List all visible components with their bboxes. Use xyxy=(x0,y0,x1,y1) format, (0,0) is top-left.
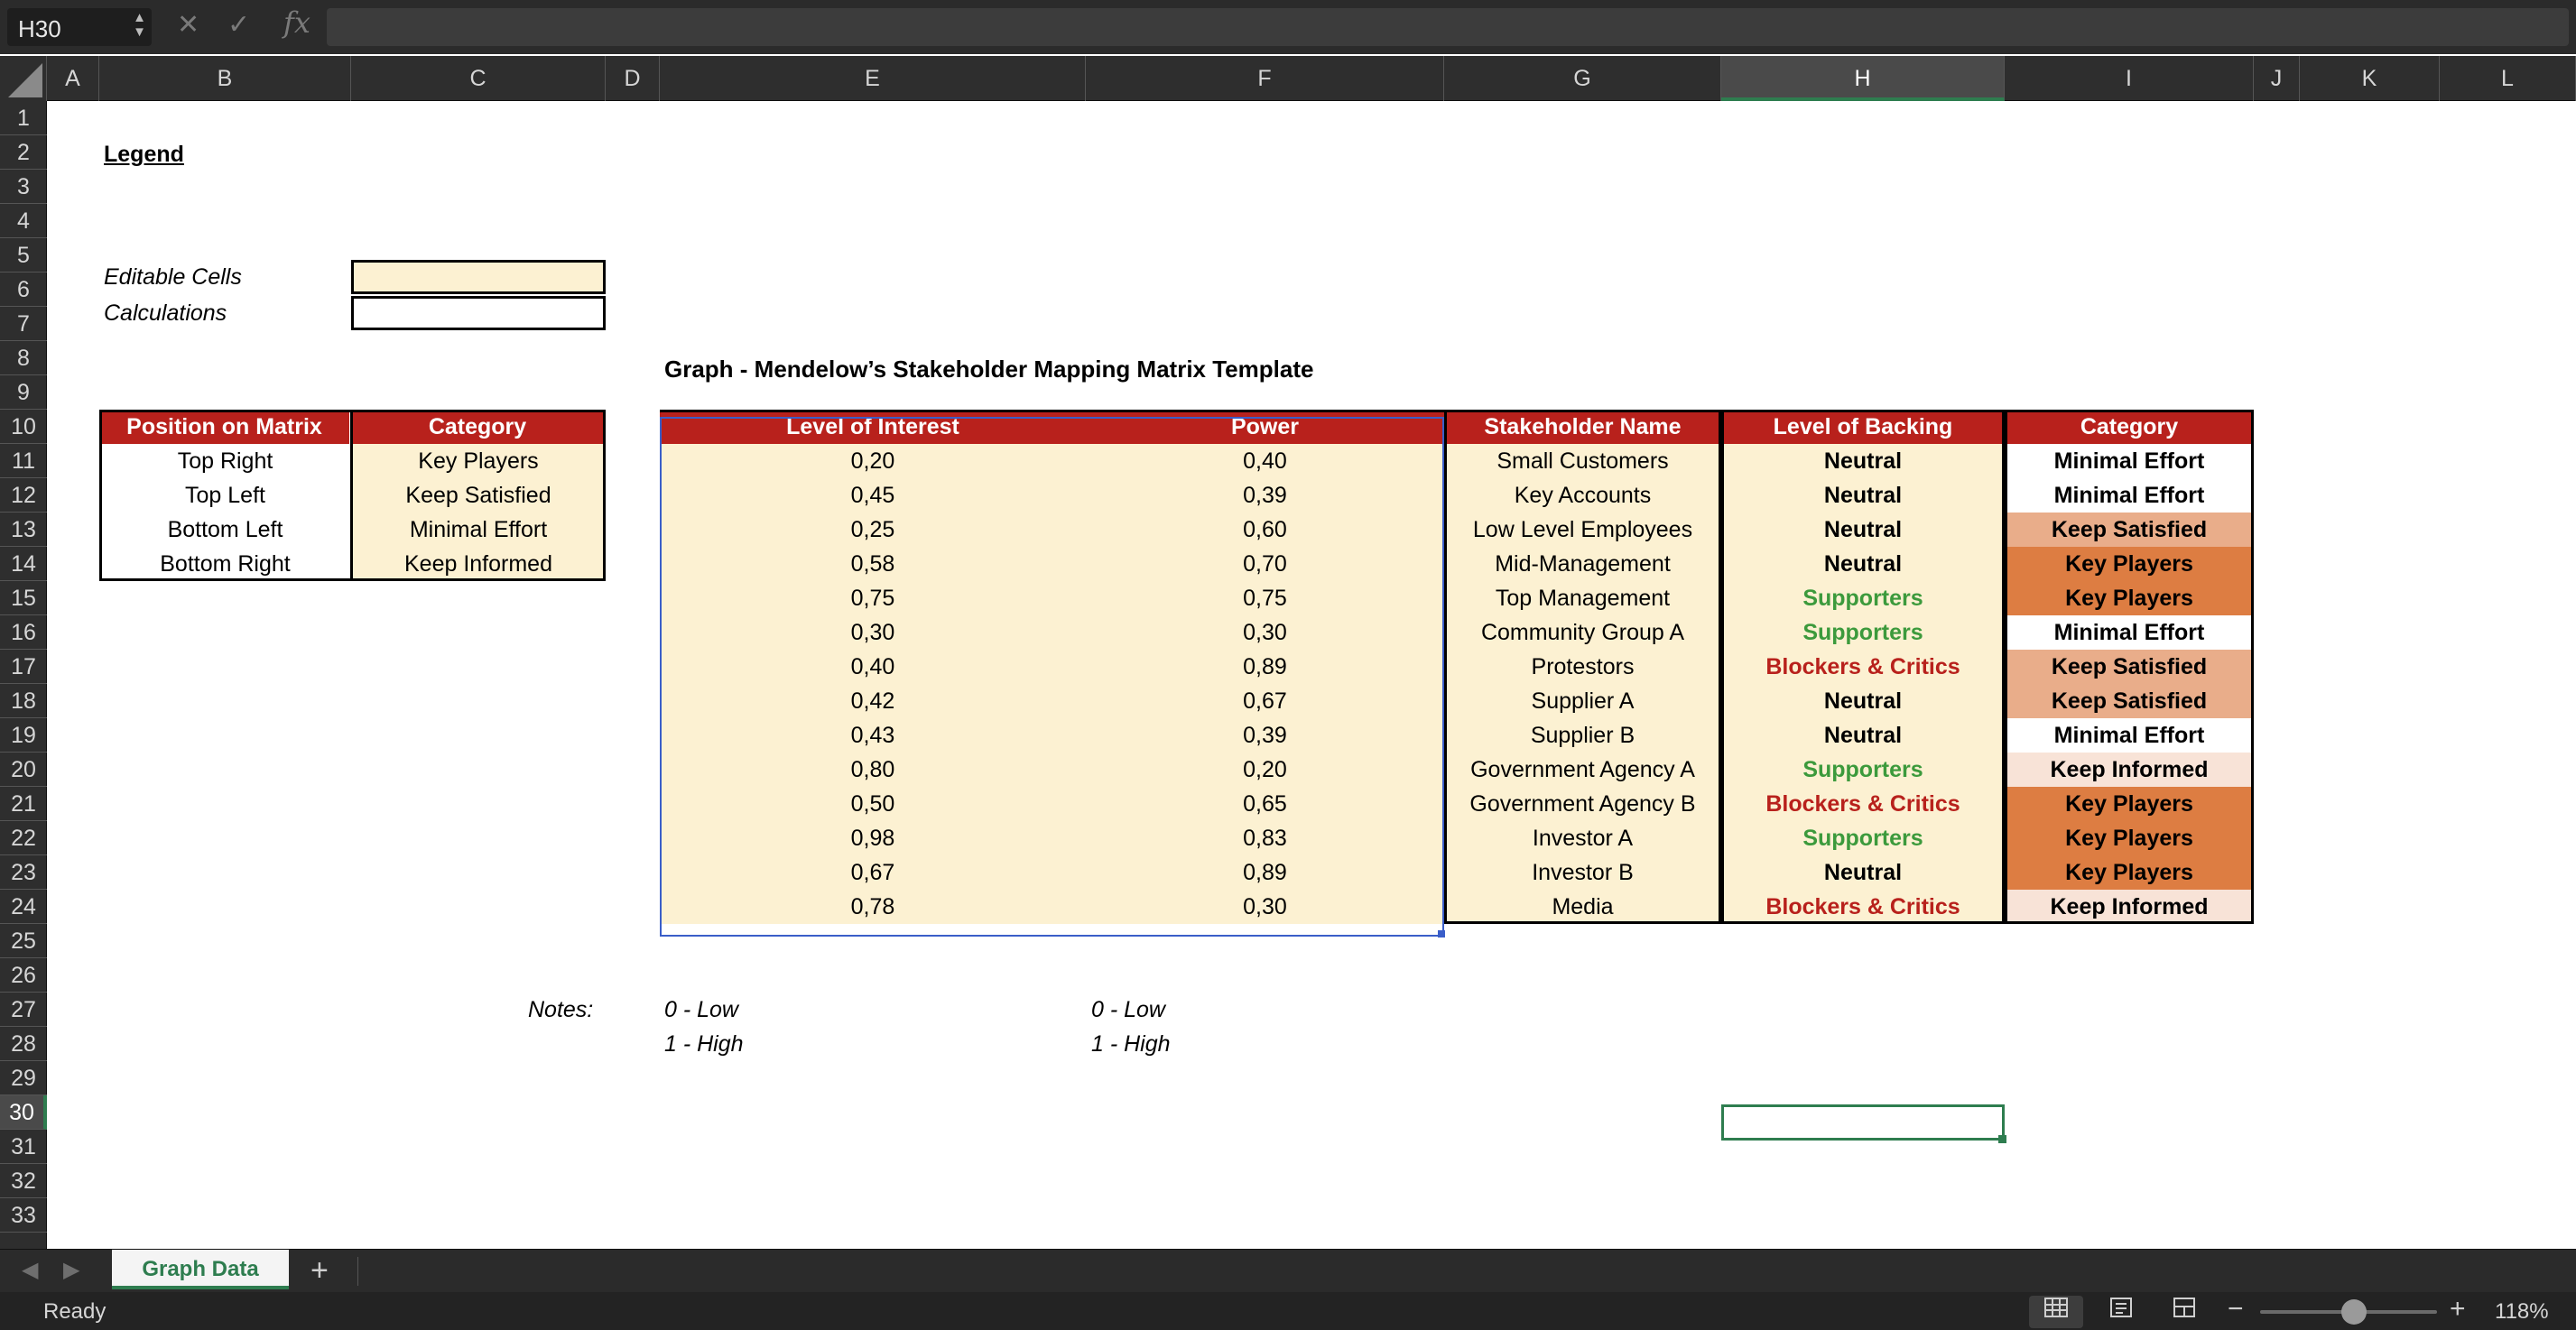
stakeholder-category-cell[interactable]: Minimal Effort xyxy=(2005,615,2254,650)
stakeholder-power-cell[interactable]: 0,30 xyxy=(1086,615,1444,650)
stakeholder-interest-cell[interactable]: 0,30 xyxy=(660,615,1086,650)
stakeholder-backing-cell[interactable]: Neutral xyxy=(1721,855,2005,890)
add-sheet-icon[interactable]: + xyxy=(310,1253,329,1288)
matrix-cell[interactable]: Top Right xyxy=(177,448,273,474)
column-header-f[interactable]: F xyxy=(1086,56,1444,101)
stakeholder-backing-cell[interactable]: Blockers & Critics xyxy=(1721,787,2005,821)
column-header-c[interactable]: C xyxy=(351,56,606,101)
stakeholder-name-cell[interactable]: Media xyxy=(1444,890,1721,924)
stakeholder-category-cell[interactable]: Key Players xyxy=(2005,855,2254,890)
stakeholder-backing-cell[interactable]: Supporters xyxy=(1721,821,2005,855)
page-break-icon xyxy=(2172,1297,2197,1318)
header-level-of-backing: Level of Backing xyxy=(1721,410,2005,444)
name-box[interactable] xyxy=(7,8,152,46)
row-header-20[interactable]: 20 xyxy=(0,753,47,787)
interest-low-note: 0 - Low xyxy=(664,997,738,1022)
select-all-icon xyxy=(8,63,42,97)
select-all-corner[interactable] xyxy=(0,56,47,101)
row-header-24[interactable]: 24 xyxy=(0,890,47,924)
stakeholder-name-cell[interactable]: Key Accounts xyxy=(1444,478,1721,513)
page-break-preview-button[interactable] xyxy=(2157,1296,2211,1328)
stakeholder-backing-cell[interactable]: Neutral xyxy=(1721,684,2005,718)
row-header-25[interactable]: 25 xyxy=(0,924,47,958)
row-header-27[interactable]: 27 xyxy=(0,993,47,1027)
legend-calculations-swatch[interactable] xyxy=(351,296,606,330)
stakeholder-backing-cell[interactable]: Neutral xyxy=(1721,513,2005,547)
column-header-k[interactable]: K xyxy=(2300,56,2440,101)
stakeholder-name-cell[interactable]: Investor B xyxy=(1444,855,1721,890)
normal-view-icon xyxy=(2043,1297,2069,1318)
stakeholder-power-cell[interactable]: 0,67 xyxy=(1086,684,1444,718)
header-power: Power xyxy=(1086,410,1444,444)
legend-editable-swatch[interactable] xyxy=(351,260,606,294)
row-header-17[interactable]: 17 xyxy=(0,650,47,684)
page-layout-button[interactable] xyxy=(2094,1296,2148,1328)
row-header-30[interactable]: 30 xyxy=(0,1095,47,1130)
stakeholder-power-cell[interactable]: 0,39 xyxy=(1086,718,1444,753)
cancel-icon[interactable]: ✕ xyxy=(177,10,200,40)
matrix-cell[interactable]: Key Players xyxy=(351,444,606,478)
row-header-29[interactable]: 29 xyxy=(0,1061,47,1095)
stakeholder-power-cell[interactable]: 0,89 xyxy=(1086,650,1444,684)
row-header-18[interactable]: 18 xyxy=(0,684,47,718)
active-cell-h30[interactable] xyxy=(1721,1104,2005,1141)
name-box-stepper-icon[interactable]: ▲ ▼ xyxy=(133,10,146,40)
row-header-22[interactable]: 22 xyxy=(0,821,47,855)
prev-sheet-icon[interactable]: ◀ xyxy=(22,1258,39,1282)
matrix-cell[interactable]: Minimal Effort xyxy=(351,513,606,547)
stakeholder-interest-cell[interactable]: 0,78 xyxy=(660,890,1086,924)
next-sheet-icon[interactable]: ▶ xyxy=(63,1258,80,1282)
normal-view-button[interactable] xyxy=(2029,1296,2083,1328)
status-bar xyxy=(0,1292,2576,1330)
stakeholder-name-cell[interactable]: Government Agency A xyxy=(1444,753,1721,787)
notes-label: Notes: xyxy=(528,997,594,1022)
stakeholder-interest-cell[interactable]: 0,80 xyxy=(660,753,1086,787)
row-header-16[interactable]: 16 xyxy=(0,615,47,650)
stakeholder-backing-cell[interactable]: Supporters xyxy=(1721,615,2005,650)
stakeholder-name-cell[interactable]: Investor A xyxy=(1444,821,1721,855)
matrix-header-position: Position on Matrix xyxy=(99,410,351,444)
column-header-e[interactable]: E xyxy=(660,56,1086,101)
stakeholder-category-cell[interactable]: Keep Satisfied xyxy=(2005,650,2254,684)
row-header-33[interactable]: 33 xyxy=(0,1198,47,1233)
interest-high-note: 1 - High xyxy=(664,1031,744,1057)
column-headers xyxy=(0,56,2576,101)
stakeholder-backing-cell[interactable]: Neutral xyxy=(1721,718,2005,753)
stakeholder-category-cell[interactable]: Keep Satisfied xyxy=(2005,684,2254,718)
column-header-b[interactable]: B xyxy=(99,56,351,101)
stakeholder-interest-cell[interactable]: 0,43 xyxy=(660,718,1086,753)
stakeholder-interest-cell[interactable]: 0,40 xyxy=(660,650,1086,684)
stakeholder-category-cell[interactable]: Key Players xyxy=(2005,581,2254,615)
interest-power-header-border xyxy=(660,410,1444,412)
stakeholder-category-cell[interactable]: Key Players xyxy=(2005,821,2254,855)
row-header-2[interactable]: 2 xyxy=(0,135,47,170)
matrix-cell[interactable]: Bottom Right xyxy=(160,551,291,577)
stakeholder-interest-cell[interactable]: 0,98 xyxy=(660,821,1086,855)
stakeholder-interest-cell[interactable]: 0,42 xyxy=(660,684,1086,718)
matrix-cell[interactable]: Bottom Left xyxy=(167,517,283,542)
row-header-8[interactable]: 8 xyxy=(0,341,47,375)
stakeholder-name-cell[interactable]: Top Management xyxy=(1444,581,1721,615)
column-header-g[interactable]: G xyxy=(1444,56,1721,101)
power-low-note: 0 - Low xyxy=(1091,997,1165,1022)
stakeholder-category-cell[interactable]: Keep Informed xyxy=(2005,890,2254,924)
stakeholder-name-cell[interactable]: Small Customers xyxy=(1444,444,1721,478)
stakeholder-backing-cell[interactable]: Neutral xyxy=(1721,444,2005,478)
stakeholder-category-cell[interactable]: Keep Satisfied xyxy=(2005,513,2254,547)
matrix-cell[interactable]: Top Left xyxy=(185,483,265,508)
enter-icon[interactable]: ✓ xyxy=(227,10,251,40)
stakeholder-power-cell[interactable]: 0,40 xyxy=(1086,444,1444,478)
column-header-d[interactable]: D xyxy=(606,56,660,101)
formula-input[interactable] xyxy=(327,8,2569,46)
backing-column-border xyxy=(1721,410,2005,924)
tab-divider xyxy=(357,1257,358,1286)
stakeholder-backing-cell[interactable]: Blockers & Critics xyxy=(1721,890,2005,924)
row-header-10[interactable]: 10 xyxy=(0,410,47,444)
active-cell-fill-handle[interactable] xyxy=(1998,1135,2006,1143)
stakeholder-interest-cell[interactable]: 0,50 xyxy=(660,787,1086,821)
stakeholder-interest-cell[interactable]: 0,75 xyxy=(660,581,1086,615)
column-header-l[interactable]: L xyxy=(2440,56,2576,101)
formula-bar xyxy=(0,0,2576,54)
stakeholder-power-cell[interactable]: 0,65 xyxy=(1086,787,1444,821)
stakeholder-backing-cell[interactable]: Supporters xyxy=(1721,753,2005,787)
stakeholder-name-cell[interactable]: Government Agency B xyxy=(1444,787,1721,821)
stakeholder-power-cell[interactable]: 0,70 xyxy=(1086,547,1444,581)
insert-function-icon[interactable]: fx xyxy=(283,5,310,40)
stakeholder-power-cell[interactable]: 0,20 xyxy=(1086,753,1444,787)
power-high-note: 1 - High xyxy=(1091,1031,1171,1057)
row-header-28[interactable]: 28 xyxy=(0,1027,47,1061)
column-header-i[interactable]: I xyxy=(2005,56,2254,101)
stakeholder-category-cell[interactable]: Key Players xyxy=(2005,547,2254,581)
legend-calculations-label: Calculations xyxy=(104,300,227,326)
stakeholder-interest-cell[interactable]: 0,20 xyxy=(660,444,1086,478)
column-header-h[interactable]: H xyxy=(1721,56,2005,101)
name-box-text: H30 xyxy=(18,15,61,42)
stakeholder-backing-cell[interactable]: Blockers & Critics xyxy=(1721,650,2005,684)
row-header-15[interactable]: 15 xyxy=(0,581,47,615)
column-header-a[interactable]: A xyxy=(47,56,99,101)
range-fill-handle[interactable] xyxy=(1438,930,1445,937)
matrix-cell[interactable]: Keep Informed xyxy=(351,547,606,581)
stakeholder-interest-cell[interactable]: 0,45 xyxy=(660,478,1086,513)
zoom-level[interactable]: 118% xyxy=(2495,1299,2549,1324)
sheet-tab-bar xyxy=(0,1249,2576,1292)
matrix-cell[interactable]: Keep Satisfied xyxy=(351,478,606,513)
zoom-in-icon[interactable]: + xyxy=(2450,1294,2466,1324)
stakeholder-backing-cell[interactable]: Neutral xyxy=(1721,478,2005,513)
stakeholder-power-cell[interactable]: 0,83 xyxy=(1086,821,1444,855)
name-column-border xyxy=(1444,410,1721,924)
legend-editable-label: Editable Cells xyxy=(104,264,242,290)
row-header-9[interactable]: 9 xyxy=(0,375,47,410)
row-header-14[interactable]: 14 xyxy=(0,547,47,581)
row-header-23[interactable]: 23 xyxy=(0,855,47,890)
stakeholder-name-cell[interactable]: Mid-Management xyxy=(1444,547,1721,581)
stakeholder-backing-cell[interactable]: Supporters xyxy=(1721,581,2005,615)
stakeholder-backing-cell[interactable]: Neutral xyxy=(1721,547,2005,581)
stakeholder-name-cell[interactable]: Community Group A xyxy=(1444,615,1721,650)
row-header-5[interactable]: 5 xyxy=(0,238,47,272)
legend-title: Legend xyxy=(104,142,184,167)
row-header-6[interactable]: 6 xyxy=(0,272,47,307)
row-header-26[interactable]: 26 xyxy=(0,958,47,993)
page-layout-icon xyxy=(2108,1297,2134,1318)
stakeholder-name-cell[interactable]: Supplier A xyxy=(1444,684,1721,718)
stakeholder-category-cell[interactable]: Keep Informed xyxy=(2005,753,2254,787)
header-stakeholder-name: Stakeholder Name xyxy=(1444,410,1721,444)
row-header-12[interactable]: 12 xyxy=(0,478,47,513)
stakeholder-name-cell[interactable]: Low Level Employees xyxy=(1444,513,1721,547)
stakeholder-power-cell[interactable]: 0,60 xyxy=(1086,513,1444,547)
row-header-21[interactable]: 21 xyxy=(0,787,47,821)
stakeholder-category-cell[interactable]: Key Players xyxy=(2005,787,2254,821)
row-headers xyxy=(0,101,47,1249)
row-header-19[interactable]: 19 xyxy=(0,718,47,753)
stakeholder-interest-cell[interactable]: 0,58 xyxy=(660,547,1086,581)
row-header-31[interactable]: 31 xyxy=(0,1130,47,1164)
row-header-13[interactable]: 13 xyxy=(0,513,47,547)
row-header-7[interactable]: 7 xyxy=(0,307,47,341)
row-header-11[interactable]: 11 xyxy=(0,444,47,478)
spreadsheet-grid[interactable] xyxy=(0,56,2576,1249)
row-header-1[interactable]: 1 xyxy=(0,101,47,135)
header-category: Category xyxy=(2005,410,2254,444)
stakeholder-power-cell[interactable]: 0,39 xyxy=(1086,478,1444,513)
stakeholder-power-cell[interactable]: 0,89 xyxy=(1086,855,1444,890)
row-header-4[interactable]: 4 xyxy=(0,204,47,238)
stakeholder-power-cell[interactable]: 0,30 xyxy=(1086,890,1444,924)
zoom-slider-knob[interactable] xyxy=(2341,1299,2367,1325)
status-text: Ready xyxy=(43,1299,107,1324)
zoom-out-icon[interactable]: − xyxy=(2228,1294,2244,1324)
stakeholder-interest-cell[interactable]: 0,67 xyxy=(660,855,1086,890)
category-column-border xyxy=(2005,410,2254,924)
matrix-header-category: Category xyxy=(351,410,606,444)
row-header-3[interactable]: 3 xyxy=(0,170,47,204)
sheet-tab-graph-data[interactable]: Graph Data xyxy=(112,1250,289,1289)
stakeholder-power-cell[interactable]: 0,75 xyxy=(1086,581,1444,615)
stakeholder-category-cell[interactable]: Minimal Effort xyxy=(2005,718,2254,753)
stakeholder-category-cell[interactable]: Minimal Effort xyxy=(2005,478,2254,513)
stakeholder-name-cell[interactable]: Supplier B xyxy=(1444,718,1721,753)
row-header-32[interactable]: 32 xyxy=(0,1164,47,1198)
stakeholder-category-cell[interactable]: Minimal Effort xyxy=(2005,444,2254,478)
column-header-j[interactable]: J xyxy=(2254,56,2300,101)
stakeholder-interest-cell[interactable]: 0,25 xyxy=(660,513,1086,547)
header-level-of-interest: Level of Interest xyxy=(660,410,1086,444)
graph-title: Graph - Mendelow’s Stakeholder Mapping Matrix Template xyxy=(664,356,1314,383)
matrix-table-divider xyxy=(350,410,353,581)
stakeholder-name-cell[interactable]: Protestors xyxy=(1444,650,1721,684)
